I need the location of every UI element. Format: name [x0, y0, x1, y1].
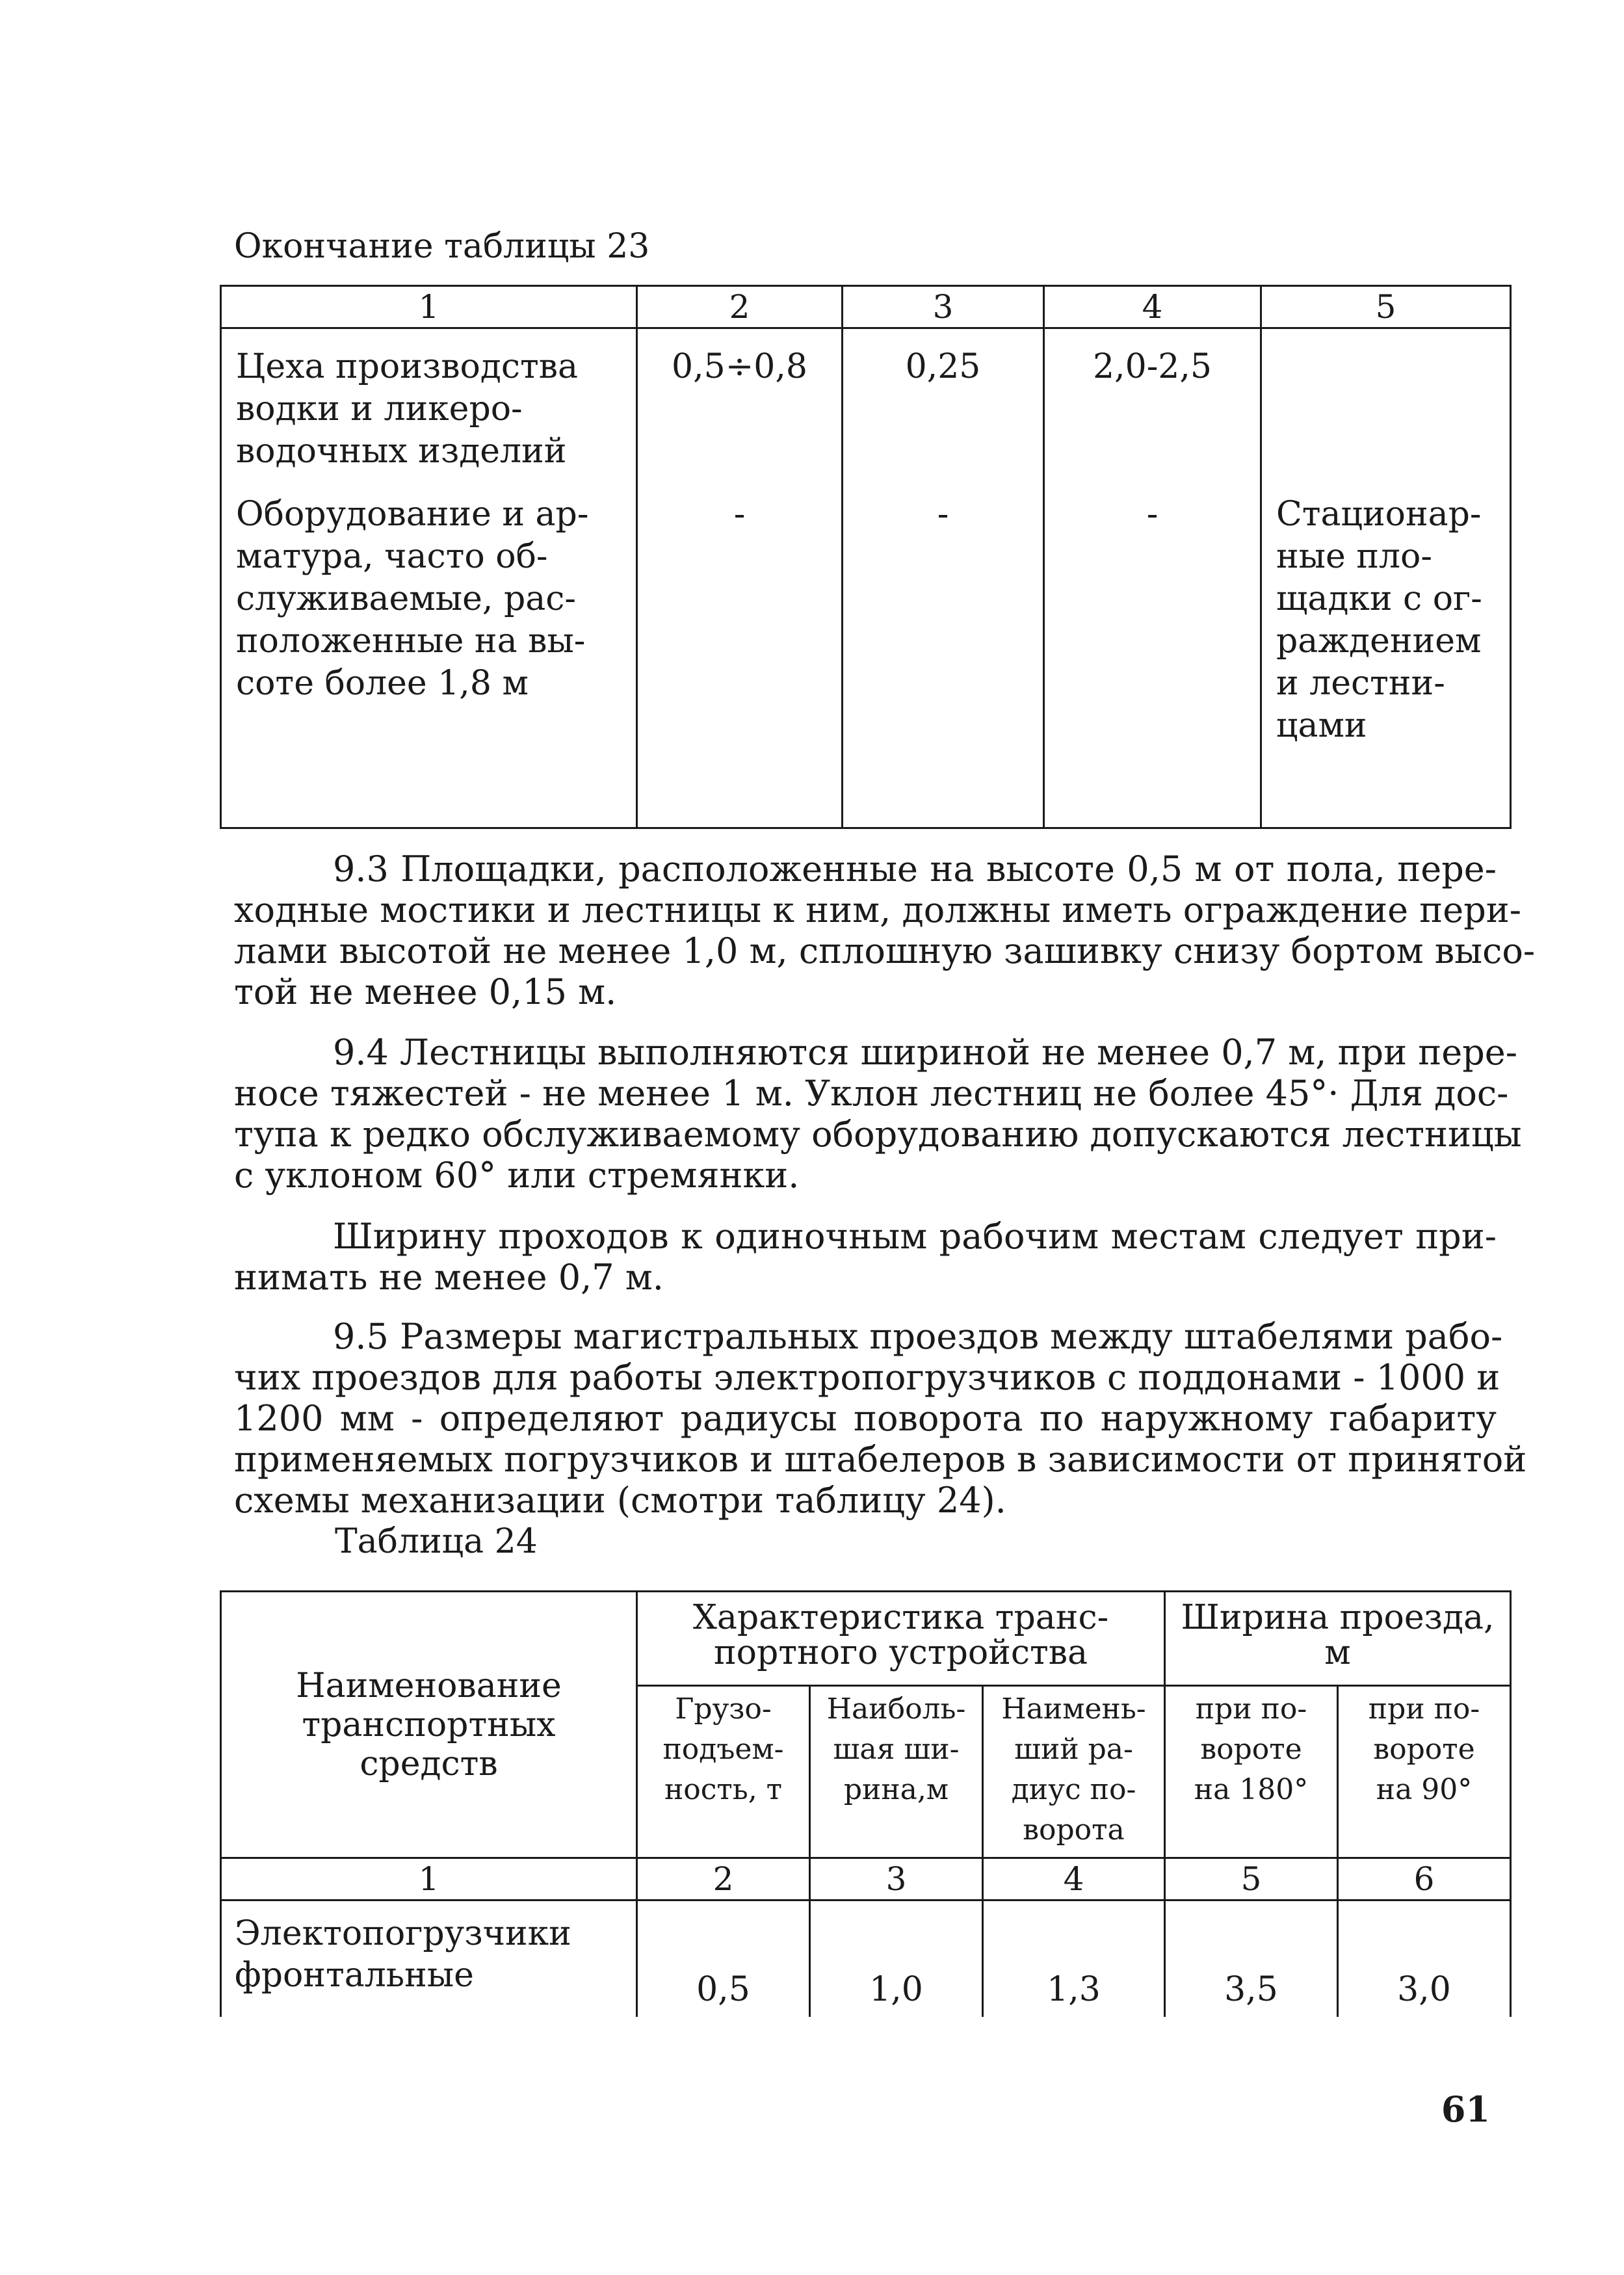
header-line: Наименование: [296, 1666, 562, 1705]
table24-name-header: [221, 1592, 637, 1858]
table23-header-cell: 1: [221, 286, 637, 328]
table24-sub-turn-90: [1338, 1686, 1511, 1858]
table23-row2-c5-line: Стационар-: [1276, 495, 1482, 534]
table24-number-cell: 2: [637, 1858, 810, 1900]
table24-row1-value: 1,3: [983, 1900, 1165, 2018]
table23-row2-c5-line: ные пло-: [1276, 537, 1432, 576]
table24-caption: Таблица 24: [335, 1522, 538, 1561]
header-line: Наимень-: [1001, 1692, 1146, 1726]
text-line: той не менее 0,15 м.: [234, 971, 617, 1012]
table23-row2-c4: -: [1146, 495, 1159, 534]
table23-row2-name-line: положенные на вы-: [236, 622, 586, 661]
header-line: подъем-: [662, 1733, 784, 1766]
header-line: транспортных: [302, 1705, 556, 1744]
table23-row2-c5-line: цами: [1276, 706, 1367, 745]
paragraph-9-4: [234, 1032, 1522, 1196]
header-line: рина,м: [843, 1773, 949, 1806]
table24-number-cell: 4: [983, 1858, 1165, 1900]
text-line: схемы механизации (смотри таблицу 24).: [234, 1480, 1006, 1521]
text-line: ходные мостики и лестницы к ним, должны иметь ограждение пери-: [234, 889, 1522, 930]
table23-col5-cell: [1261, 328, 1511, 828]
table23-row2-name-line: служиваемые, рас-: [236, 579, 576, 618]
table23-row1-name-line: Цеха производства: [236, 347, 579, 386]
table24-group-characteristics: [637, 1592, 1165, 1686]
text-line: тупа к редко обслуживаемому оборудованию допускаются лестницы: [234, 1114, 1522, 1155]
header-line: Ширина проезда,: [1181, 1598, 1495, 1637]
text-line: чих проездов для работы электропогрузчиков с поддонами - 1000 и: [234, 1357, 1500, 1398]
table24-sub-max-width: [810, 1686, 983, 1858]
table23-row2-name-line: матура, часто об-: [236, 537, 548, 576]
table24-row1-value: 0,5: [637, 1900, 810, 2018]
table23-header-cell: 2: [637, 286, 843, 328]
header-line: Наиболь-: [826, 1692, 966, 1726]
table24-sub-turn-180: [1165, 1686, 1338, 1858]
table24-row1-value: 3,0: [1338, 1900, 1511, 2018]
table24-number-cell: 3: [810, 1858, 983, 1900]
table24-row1-value: 1,0: [810, 1900, 983, 2018]
paragraph-9-3: [234, 848, 1536, 1012]
table23-header-row: [221, 286, 1511, 328]
table24-data-row: [221, 1900, 1511, 2018]
table23-row1-name-line: водки и ликеро-: [236, 389, 523, 428]
table23-row2-c5-line: и лестни-: [1276, 664, 1445, 703]
table23-row1-c4: 2,0-2,5: [1093, 347, 1212, 386]
table23-row2-c5-line: раждением: [1276, 622, 1482, 661]
header-line: ворота: [1023, 1813, 1125, 1847]
table23-header-cell: 4: [1044, 286, 1261, 328]
header-line: на 180°: [1194, 1773, 1309, 1806]
header-line: м: [1324, 1633, 1351, 1672]
header-line: диус по-: [1011, 1773, 1136, 1806]
table23-row2-c3: -: [937, 495, 949, 534]
table23-header-cell: 3: [843, 286, 1044, 328]
table23-col4-cell: [1044, 328, 1261, 828]
header-line: при по-: [1368, 1692, 1480, 1726]
table23-header-cell: 5: [1261, 286, 1511, 328]
table24-group-header-row: [221, 1592, 1511, 1686]
text-line: нимать не менее 0,7 м.: [234, 1257, 664, 1298]
table-23: [220, 285, 1512, 829]
table24-group-passage-width: [1165, 1592, 1511, 1686]
header-line: вороте: [1373, 1733, 1475, 1766]
name-line: Электопогрузчики: [235, 1914, 571, 1953]
header-line: вороте: [1200, 1733, 1302, 1766]
name-line: фронтальные: [235, 1956, 474, 1995]
header-line: средств: [360, 1744, 498, 1783]
table23-row2-name-line: Оборудование и ар-: [236, 495, 589, 534]
header-line: Характеристика транс-: [692, 1598, 1109, 1637]
header-line: ший ра-: [1014, 1733, 1133, 1766]
text-line: Ширину проходов к одиночным рабочим местам следует при-: [333, 1216, 1497, 1257]
table24-sub-capacity: [637, 1686, 810, 1858]
text-line: с уклоном 60° или стремянки.: [234, 1155, 800, 1196]
header-line: ность, т: [664, 1773, 783, 1806]
text-line: применяемых погрузчиков и штабелеров в зависимости от принятой: [234, 1439, 1527, 1480]
text-line: 9.5 Размеры магистральных проездов между штабелями рабо-: [333, 1316, 1503, 1357]
text-line: лами высотой не менее 1,0 м, сплошную зашивку снизу бортом высо-: [234, 930, 1536, 971]
header-line: шая ши-: [833, 1733, 960, 1766]
table24-number-cell: 6: [1338, 1858, 1511, 1900]
table23-row2-c5-line: щадки с ог-: [1276, 579, 1482, 618]
table23-row2-name-line: соте более 1,8 м: [236, 664, 529, 703]
table23-col3-cell: [843, 328, 1044, 828]
text-line: 9.4 Лестницы выполняются шириной не менее 0,7 м, при пере-: [333, 1032, 1517, 1073]
text-line: носе тяжестей - не менее 1 м. Уклон лестниц не более 45°· Для дос-: [234, 1073, 1509, 1114]
paragraph-passage-width: [234, 1216, 1497, 1298]
header-line: портного устройства: [714, 1633, 1088, 1672]
text-line: 9.3 Площадки, расположенные на высоте 0,5 м от пола, пере-: [333, 848, 1497, 889]
table23-col2-cell: [637, 328, 843, 828]
table23-row1-name-line: водочных изделий: [236, 432, 567, 471]
header-line: при по-: [1195, 1692, 1307, 1726]
table23-row1-c3: 0,25: [905, 347, 981, 386]
table24-row1-name: [221, 1900, 637, 2018]
table24-number-cell: 5: [1165, 1858, 1338, 1900]
header-line: Грузо-: [675, 1692, 772, 1726]
header-line: на 90°: [1376, 1773, 1473, 1806]
table24-number-row: [221, 1858, 1511, 1900]
table-24: [220, 1590, 1512, 2017]
table23-body-row: [221, 328, 1511, 828]
table23-caption: Окончание таблицы 23: [234, 227, 650, 266]
table24-number-cell: 1: [221, 1858, 637, 1900]
table24-sub-min-radius: [983, 1686, 1165, 1858]
table24-row1-value: 3,5: [1165, 1900, 1338, 2018]
table23-row2-c2: -: [733, 495, 746, 534]
table23-name-cell: [221, 328, 637, 828]
paragraph-9-5: [234, 1316, 1527, 1521]
text-line: 1200 мм - определяют радиусы поворота по наружному габариту: [234, 1398, 1497, 1439]
page-number: 61: [1441, 2088, 1490, 2130]
table23-row1-c2: 0,5÷0,8: [672, 347, 807, 386]
